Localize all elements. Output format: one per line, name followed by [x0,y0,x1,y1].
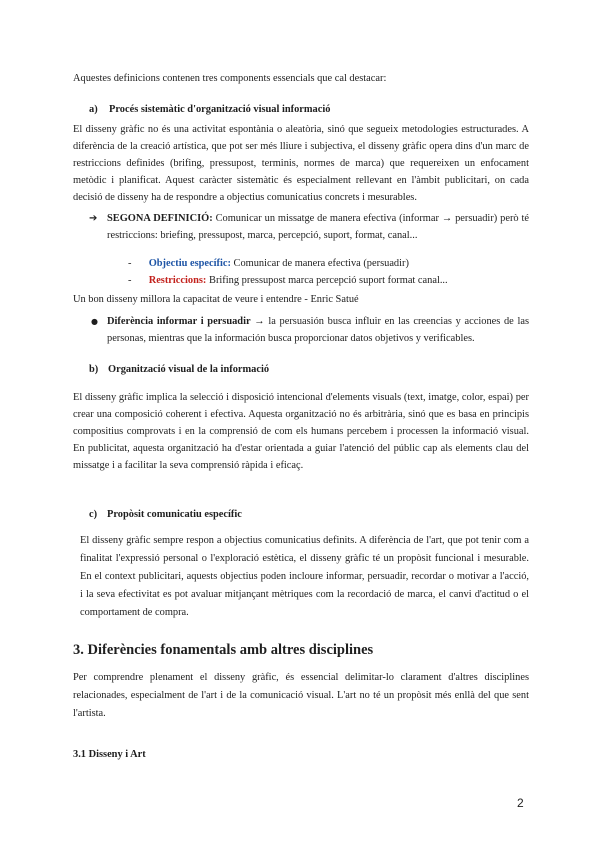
bullet-body: → la persuasión busca influir en las creencias y acciones de las personas, mientras que la información busca proporcionar datos objetivos y verificables. [107,316,529,344]
bullet-label: Diferència informar i persuadir [107,316,251,327]
sub-item-objectiu [128,255,409,272]
dash-marker: - [128,258,132,269]
bullet-dot-icon: ● [91,317,98,326]
dash-marker: - [128,275,132,286]
arrow-bullet-icon: ➔ [89,213,98,224]
restriccions-label: Restriccions: [148,275,207,286]
section-a-marker: a) [89,104,98,115]
sub-item-restriccions [128,272,448,289]
bullet-item [91,313,529,347]
segona-definicio-label: SEGONA DEFINICIÓ: [107,213,213,224]
section-b-title: Organització visual de la informació [108,364,270,375]
intro-paragraph: Aquestes definicions contenen tres components essencials que cal destacar: [73,73,387,84]
page-number: 2 [517,796,524,810]
section-b-marker: b) [89,364,99,375]
section-a-paragraph: El disseny gràfic no és una activitat espontània o aleatòria, sinó que segueix metodologies estructurades. A diferència de la creació artística, que pot ser més lliure i subjectiva, el disseny gràfic opera dins d'un marc de restriccions definides (brifing, pressupost, terminis, normes de marca) que requereixen un enfocament metòdic i planificat. Aquest caràcter sistemàtic és especialment rellevant en l'àmbit publicitari, on cada decisió de disseny ha de respondre a objectius comunicatius concrets i mesurables. [73,124,529,203]
restriccions-text: Brifing pressupost marca percepció suport format canal... [209,275,448,286]
segona-definicio-text [107,210,529,244]
objectiu-label: Objectiu específic: [148,258,231,269]
segona-definicio-item [89,210,529,244]
section-c-paragraph: El disseny gràfic sempre respon a objectius comunicatius definits. A diferència de l'art, que pot tenir com a finalitat l'expressió personal o l'exploració estètica, el disseny gràfic té un propòsit funcional i mesurable. En el context publicitari, aquests objectius poden incloure informar, persuadir, recordar o motivar a l'acció, i la seva efectivitat es pot avaluar mitjançant mètriques com la recordació de marca, el canvi d'actitud o el comportament de compra. [80,535,529,618]
segona-definicio-body: Comunicar un missatge de manera efectiva (informar → persuadir) però té restriccions: briefing, pressupost, marca, percepció, suport, format, canal... [107,213,529,241]
objectiu-text: Comunicar de manera efectiva (persuadir) [233,258,409,269]
section-3-heading: 3. Diferències fonamentals amb altres disciplines [73,642,374,658]
section-a-title: Procés sistemàtic d'organització visual informació [109,104,331,115]
bullet-text [107,313,529,347]
section-c-marker: c) [89,509,98,520]
section-3-paragraph: Per comprendre plenament el disseny gràfic, és essencial delimitar-lo clarament d'altres disciplines relacionades, especialment de l'art i de la comunicació visual. L'art no té un propòsit més enllà del que sent l'artista. [73,672,529,719]
section-c-title: Propòsit comunicatiu específic [107,509,242,520]
section-b-paragraph: El disseny gràfic implica la selecció i disposició intencional d'elements visuals (text, imatge, color, espai) per crear una composició coherent i efectiva. Aquesta organització no és arbitrària, sinó que es basa en principis compositius comprovats i en la comprensió de com els humans percebem i processen la informació visual. En publicitat, aquesta organització ha d'estar orientada a guiar l'atenció del públic cap als elements clau del missatge i a facilitar la seva comprensió ràpida i eficaç. [73,392,529,471]
quote-line: Un bon disseny millora la capacitat de veure i entendre - Enric Satué [73,294,359,305]
section-3-1-heading: 3.1 Disseny i Art [73,749,146,760]
